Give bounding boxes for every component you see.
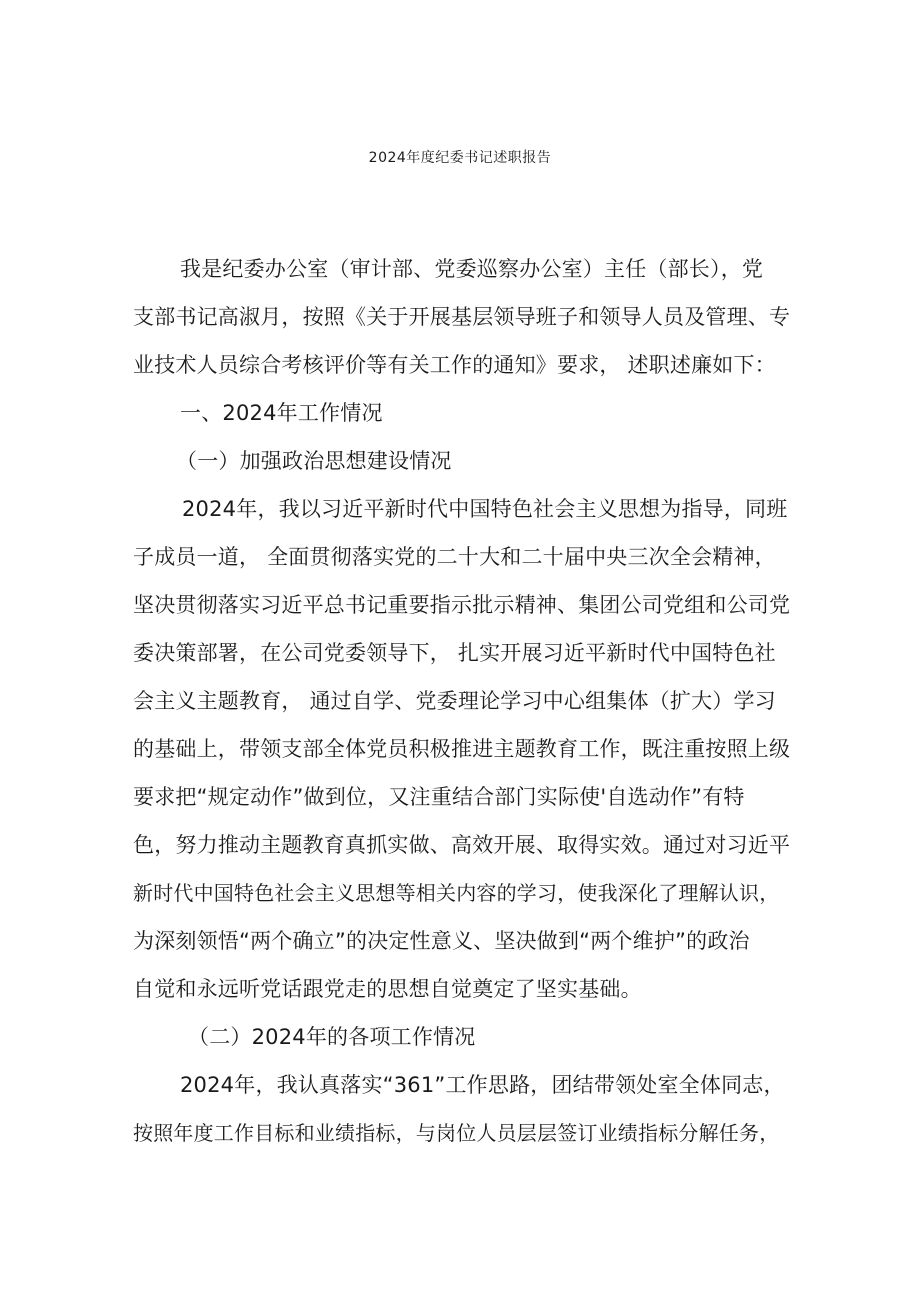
body-line: 色，努力推动主题教育真抓实做、高效开展、取得实效。通过对习近平 <box>133 833 791 857</box>
body-line: 自觉和永远听党话跟党走的思想自觉奠定了坚实基础。 <box>133 977 642 1001</box>
body-line: 要求把“规定动作”做到位，又注重结合部门实际使'自选动作”有特 <box>133 785 745 809</box>
intro-line: 支部书记高淑月，按照《关于开展基层领导班子和领导人员及管理、专 <box>133 305 791 329</box>
body-line: 坚决贯彻落实习近平总书记重要指示批示精神、集团公司党组和公司党 <box>133 593 791 617</box>
body-line: 按照年度工作目标和业绩指标，与岗位人员层层签订业绩指标分解任务， <box>133 1121 780 1145</box>
subsection-heading: （二）2024年的各项工作情况 <box>188 1025 476 1049</box>
body-line: 的基础上，带领支部全体党员积极推进主题教育工作，既注重按照上级 <box>133 737 791 761</box>
body-line: 2024年，我以习近平新时代中国特色社会主义思想为指导，同班 <box>182 497 788 521</box>
body-line: 会主义主题教育， 通过自学、党委理论学习中心组集体（扩大）学习 <box>133 689 776 713</box>
document-title: 2024年度纪委书记述职报告 <box>368 150 552 166</box>
section-heading: 一、2024年工作情况 <box>180 401 383 425</box>
body-line: 子成员一道， 全面贯彻落实党的二十大和二十届中央三次全会精神， <box>133 545 776 569</box>
intro-line: 业技术人员综合考核评价等有关工作的通知》要求， 述职述廉如下： <box>133 353 776 377</box>
subsection-heading: （一）加强政治思想建设情况 <box>176 449 452 473</box>
intro-line: 我是纪委办公室（审计部、党委巡察办公室）主任（部长），党 <box>180 257 764 281</box>
body-line: 为深刻领悟“两个确立”的决定性意义、坚决做到“两个维护”的政治 <box>133 929 750 953</box>
body-line: 2024年，我认真落实“361”工作思路，团结带领处室全体同志， <box>180 1073 785 1097</box>
body-line: 委决策部署，在公司党委领导下， 扎实开展习近平新时代中国特色社 <box>133 641 776 665</box>
body-line: 新时代中国特色社会主义思想等相关内容的学习，使我深化了理解认识， <box>133 881 780 905</box>
